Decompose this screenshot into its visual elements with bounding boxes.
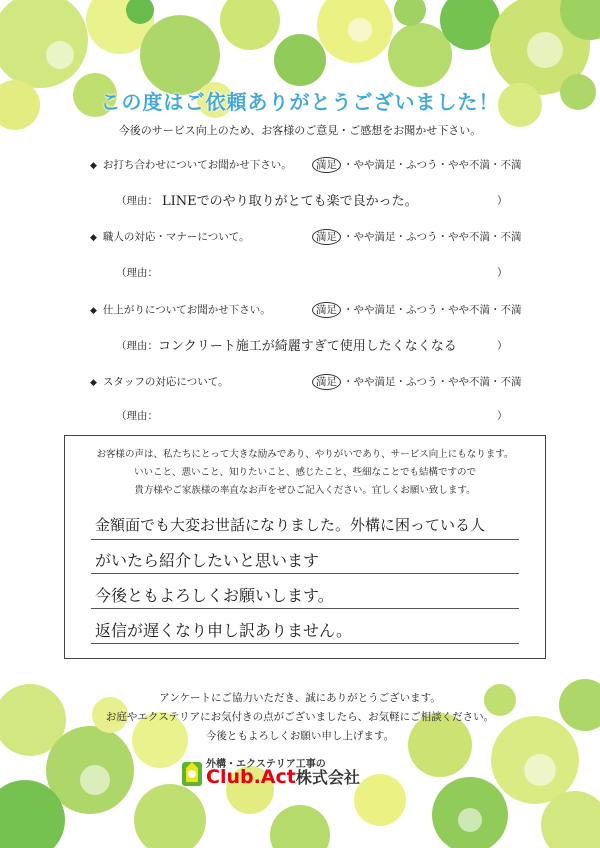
comment-line-1: 金額面でも大変お世話になりました。外構に困っている人 [95,516,486,534]
rating-selected[interactable]: 満足 [312,229,341,245]
question-4-rating[interactable] [312,374,522,390]
thanks-line-2: お庭やエクステリアにお気付きの点がございましたら、お気軽にご相談ください。 [105,711,495,723]
comment-line-3: 今後ともよろしくお願いします。 [95,586,334,605]
page-title: この度はご依頼ありがとうございました！ [100,90,500,114]
question-1-reason-label: （理由： [116,195,158,207]
question-3-rating[interactable] [312,302,522,318]
question-4-reason-label: （理由： [116,410,158,422]
writing-line [91,643,519,644]
diamond-bullet-icon: ◆ [90,378,97,388]
rating-options: ・やや満足・ふつう・やや不満・不満 [343,376,522,388]
question-1-label: お打ち合わせについてお聞かせ下さい。 [102,159,292,171]
comment-note-2: いいこと、悪いこと、知りたいこと、感じたこと、些細なことでも結構ですので [133,467,476,478]
thanks-line-1: アンケートにご協力いただき、誠にありがとうございます。 [159,692,441,704]
comment-box[interactable] [64,435,546,659]
question-3-reason-text[interactable]: コンクリート施工が綺麗すぎて使用したくなくなる [158,339,457,354]
company-logo [180,755,420,791]
question-2-rating[interactable] [312,229,522,245]
logo-name [206,765,360,788]
diamond-bullet-icon: ◆ [90,233,97,243]
question-2-label: 職人の対応・マナーについて。 [102,231,250,243]
logo-tagline: 外構・エクステリア工事の [206,759,326,770]
question-2-close: ） [497,267,508,279]
question-1 [90,157,292,172]
rating-selected[interactable]: 満足 [312,302,341,318]
question-2-reason-label: （理由： [116,267,158,279]
question-3-close: ） [497,340,508,352]
comment-note-1: お客様の声は、私たちにとって大きな励みであり、やりがいであり、サービス向上にもなります。 [96,449,514,460]
rating-selected[interactable]: 満足 [312,157,341,173]
question-3-label: 仕上がりについてお聞かせ下さい。 [102,304,271,316]
rating-selected[interactable]: 満足 [312,374,341,390]
diamond-bullet-icon: ◆ [90,306,97,316]
question-1-reason-text[interactable]: LINEでのやり取りがとても楽で良かった。 [162,194,418,209]
logo-mark-icon [180,756,204,790]
writing-line [91,539,519,540]
question-4-label: スタッフの対応について。 [102,376,229,388]
rating-options: ・やや満足・ふつう・やや不満・不満 [343,304,522,316]
writing-line [91,573,519,574]
question-1-rating[interactable] [312,157,522,173]
question-4 [90,374,229,389]
question-2 [90,229,250,244]
comment-note-3: 貴方様やご家族様の率直なお声をぜひご記入ください。宜しくお願い致します。 [134,485,476,496]
writing-line [91,608,519,609]
question-3 [90,302,271,317]
diamond-bullet-icon: ◆ [90,161,97,171]
question-1-close: ） [497,195,508,207]
comment-line-2: がいたら紹介したいと思います [95,551,320,570]
question-4-close: ） [497,410,508,422]
rating-options: ・やや満足・ふつう・やや不満・不満 [343,159,522,171]
thanks-line-3: 今後ともよろしくお願い申し上げます。 [205,730,395,742]
rating-options: ・やや満足・ふつう・やや不満・不満 [343,231,522,243]
comment-line-4: 返信が遅くなり申し訳ありません。 [95,621,352,640]
question-3-reason-label: （理由： [116,340,158,352]
page-subtitle: 今後のサービス向上のため、お客様のご意見・ご感想をお聞かせ下さい。 [118,124,482,137]
logo-suffix: 株式会社 [295,768,360,787]
logo-brand: Club.Act [206,766,296,788]
